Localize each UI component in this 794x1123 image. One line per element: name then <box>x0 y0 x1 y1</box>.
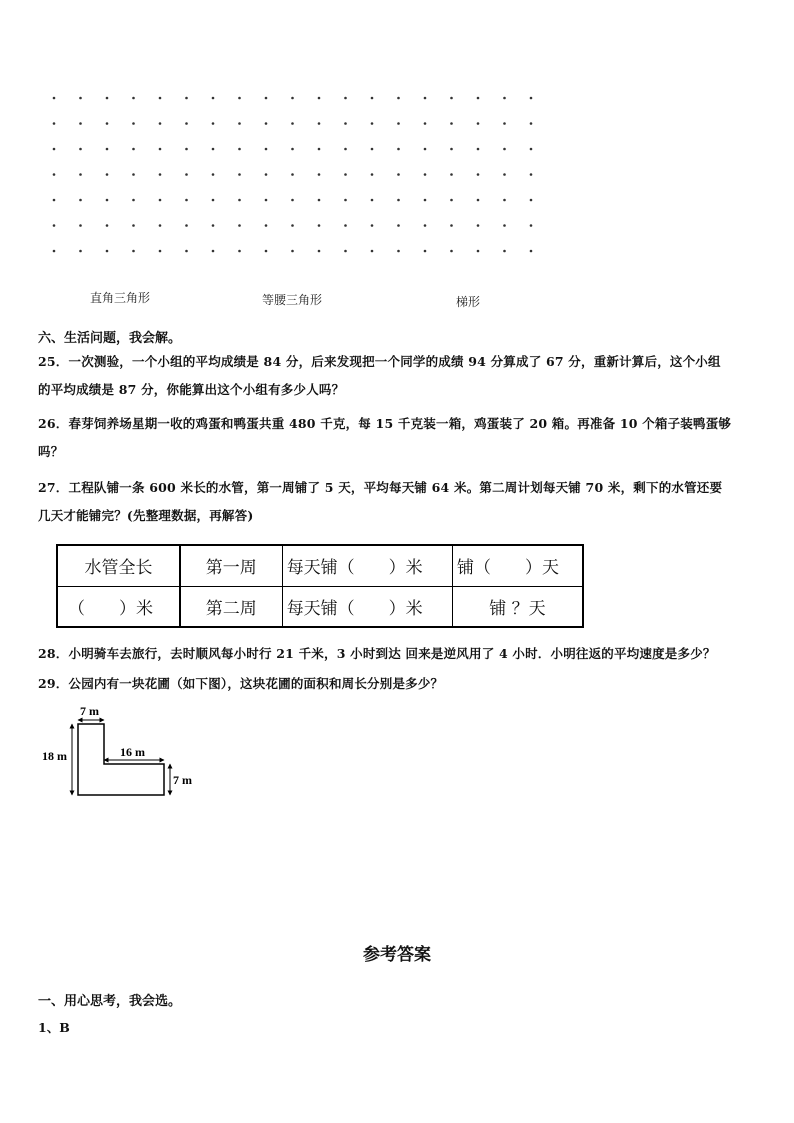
grid-dot <box>477 97 480 100</box>
grid-dot <box>530 122 533 125</box>
grid-dot <box>291 250 294 253</box>
grid-dot <box>106 97 109 100</box>
grid-dot <box>477 224 480 227</box>
grid-dot <box>291 97 294 100</box>
grid-dot <box>503 122 506 125</box>
grid-dot <box>424 224 427 227</box>
answer-1: 1、B <box>38 1020 70 1035</box>
grid-dot <box>212 148 215 151</box>
grid-dot <box>132 224 135 227</box>
grid-dot <box>265 122 268 125</box>
grid-dot <box>344 224 347 227</box>
grid-dot <box>397 224 400 227</box>
grid-dot <box>530 173 533 176</box>
grid-dot <box>265 199 268 202</box>
table-cell-week1: 第一周 <box>180 545 282 586</box>
dot-grid <box>40 88 550 268</box>
grid-dot <box>530 199 533 202</box>
grid-dot <box>450 224 453 227</box>
grid-dot <box>212 173 215 176</box>
grid-dot <box>159 199 162 202</box>
grid-dot <box>106 224 109 227</box>
grid-dot <box>132 199 135 202</box>
grid-dot <box>450 122 453 125</box>
grid-dot <box>106 250 109 253</box>
grid-dot <box>503 199 506 202</box>
grid-dot <box>159 122 162 125</box>
grid-dot <box>344 173 347 176</box>
grid-dot <box>79 224 82 227</box>
table-cell-week1-days: 铺（ ）天 <box>452 545 583 586</box>
grid-dot <box>530 148 533 151</box>
grid-dot <box>424 148 427 151</box>
grid-dot <box>291 148 294 151</box>
grid-dot <box>450 97 453 100</box>
grid-dot <box>291 199 294 202</box>
grid-dot <box>291 122 294 125</box>
grid-dot <box>159 148 162 151</box>
grid-dot <box>318 250 321 253</box>
grid-dot <box>397 173 400 176</box>
grid-dot <box>132 173 135 176</box>
grid-dot <box>318 148 321 151</box>
grid-dot <box>79 97 82 100</box>
grid-dot <box>212 122 215 125</box>
grid-dot <box>318 97 321 100</box>
answer-section-one: 一、用心思考，我会选。 <box>38 994 182 1009</box>
grid-dot <box>530 97 533 100</box>
grid-dot <box>477 122 480 125</box>
grid-dot <box>185 122 188 125</box>
data-table <box>56 544 584 628</box>
grid-dot <box>265 250 268 253</box>
grid-dot <box>397 122 400 125</box>
grid-dot <box>238 122 241 125</box>
grid-dot <box>371 173 374 176</box>
grid-dot <box>503 97 506 100</box>
grid-dot <box>450 199 453 202</box>
grid-dot <box>344 199 347 202</box>
grid-dot <box>371 122 374 125</box>
dim-inner-length: 16 m <box>120 745 145 759</box>
grid-dot <box>371 148 374 151</box>
label-isosceles-triangle: 等腰三角形 <box>262 293 323 307</box>
answer-title: 参考答案 <box>363 945 431 965</box>
grid-dot <box>132 148 135 151</box>
grid-dot <box>344 97 347 100</box>
dim-height: 18 m <box>42 749 67 763</box>
grid-dot <box>424 199 427 202</box>
dim-top-width: 7 m <box>80 704 99 718</box>
grid-dot <box>477 148 480 151</box>
grid-dot <box>106 173 109 176</box>
grid-dot <box>477 250 480 253</box>
grid-dot <box>530 250 533 253</box>
grid-dot <box>53 173 56 176</box>
grid-dot <box>79 122 82 125</box>
question-29: 29．公园内有一块花圃（如下图），这块花圃的面积和周长分别是多少？ <box>38 676 444 691</box>
grid-dot <box>53 224 56 227</box>
grid-dot <box>424 173 427 176</box>
grid-dot <box>424 122 427 125</box>
table-cell-total-value: （ ）米 <box>57 586 180 627</box>
grid-dot <box>185 224 188 227</box>
grid-dot <box>397 199 400 202</box>
grid-dot <box>106 148 109 151</box>
grid-dot <box>424 250 427 253</box>
grid-dot <box>106 199 109 202</box>
label-trapezoid: 梯形 <box>456 295 481 309</box>
grid-dot <box>53 122 56 125</box>
grid-dot <box>397 148 400 151</box>
grid-dot <box>159 250 162 253</box>
grid-dot <box>238 199 241 202</box>
question-28: 28．小明骑车去旅行，去时顺风每小时行 21 千米，3 小时到达 回来是逆风用了 4 小时．小明往返的平均速度是多少？ <box>38 646 716 661</box>
grid-dot <box>318 173 321 176</box>
grid-dot <box>79 148 82 151</box>
grid-dot <box>397 250 400 253</box>
grid-dot <box>53 199 56 202</box>
dim-right-height: 7 m <box>173 773 192 787</box>
grid-dot <box>477 199 480 202</box>
question-25: 25．一次测验，一个小组的平均成绩是 84 分，后来发现把一个同学的成绩 94 分算成了 67 分，重新计算后，这个小组 的平均成绩是 87 分，你能算出这个小组有多少人吗？ <box>38 354 721 397</box>
grid-dot <box>159 224 162 227</box>
grid-dot <box>238 250 241 253</box>
table-cell-total-label: 水管全长 <box>57 545 180 586</box>
table-cell-week2: 第二周 <box>180 586 282 627</box>
grid-dot <box>238 224 241 227</box>
grid-dot <box>477 173 480 176</box>
grid-dot <box>185 199 188 202</box>
grid-dot <box>291 224 294 227</box>
grid-dot <box>159 173 162 176</box>
grid-dot <box>238 97 241 100</box>
grid-dot <box>265 97 268 100</box>
table-cell-week2-daily: 每天铺（ ）米 <box>282 586 452 627</box>
grid-dot <box>238 148 241 151</box>
grid-dot <box>79 173 82 176</box>
grid-dot <box>185 148 188 151</box>
grid-dot <box>53 148 56 151</box>
grid-dot <box>450 148 453 151</box>
grid-dot <box>185 250 188 253</box>
grid-dot <box>53 250 56 253</box>
grid-dot <box>503 224 506 227</box>
grid-dot <box>318 122 321 125</box>
grid-dot <box>265 173 268 176</box>
grid-dot <box>265 224 268 227</box>
grid-dot <box>530 224 533 227</box>
grid-dot <box>318 199 321 202</box>
grid-dot <box>344 250 347 253</box>
question-27: 27．工程队铺一条 600 米长的水管，第一周铺了 5 天，平均每天铺 64 米。第二周计划每天铺 70 米，剩下的水管还要 几天才能铺完？(先整理数据，再解答) <box>38 480 723 523</box>
grid-dot <box>371 224 374 227</box>
grid-dot <box>344 122 347 125</box>
grid-dot <box>132 122 135 125</box>
grid-dot <box>503 250 506 253</box>
grid-dot <box>318 224 321 227</box>
grid-dot <box>132 97 135 100</box>
grid-dot <box>265 148 268 151</box>
grid-dot <box>503 148 506 151</box>
grid-dot <box>106 122 109 125</box>
label-right-triangle: 直角三角形 <box>90 291 151 305</box>
table-cell-week2-days: 铺 ？天 <box>452 586 583 627</box>
grid-dot <box>185 173 188 176</box>
grid-dot <box>344 148 347 151</box>
grid-dot <box>159 97 162 100</box>
question-26: 26．春芽饲养场星期一收的鸡蛋和鸭蛋共重 480 千克，每 15 千克装一箱，鸡蛋装了 20 箱。再准备 10 个箱子装鸭蛋够 吗？ <box>38 416 732 459</box>
grid-dot <box>450 173 453 176</box>
grid-dot <box>503 173 506 176</box>
grid-dot <box>212 199 215 202</box>
grid-dot <box>291 173 294 176</box>
grid-dot <box>371 199 374 202</box>
grid-dot <box>132 250 135 253</box>
grid-dot <box>371 97 374 100</box>
section-six-title: 六、生活问题，我会解。 <box>38 331 182 346</box>
grid-dot <box>212 97 215 100</box>
grid-dot <box>53 97 56 100</box>
grid-dot <box>238 173 241 176</box>
grid-dot <box>424 97 427 100</box>
table-cell-week1-daily: 每天铺（ ）米 <box>282 545 452 586</box>
grid-dot <box>371 250 374 253</box>
grid-dot <box>185 97 188 100</box>
grid-dot <box>212 224 215 227</box>
grid-dot <box>450 250 453 253</box>
grid-dot <box>212 250 215 253</box>
grid-dot <box>79 250 82 253</box>
flowerbed-figure <box>40 700 210 805</box>
grid-dot <box>79 199 82 202</box>
grid-dot <box>397 97 400 100</box>
